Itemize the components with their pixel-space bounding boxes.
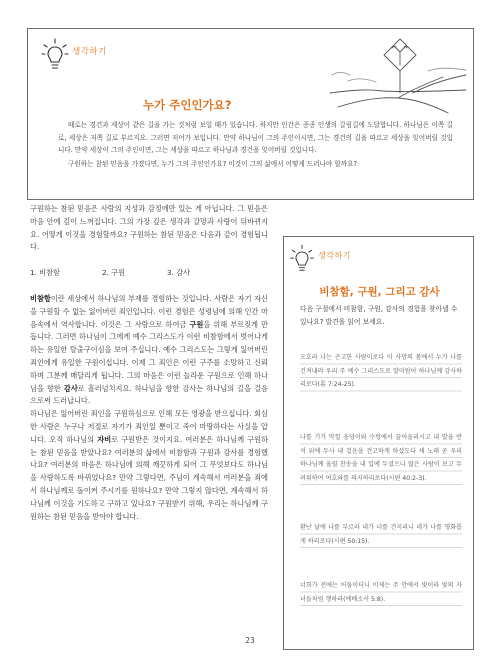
bold-term: 감사 xyxy=(63,383,78,393)
scripture-quote: 오호라 나는 곤고한 사람이로다 이 사망의 몸에서 누가 나를 건져내랴 우리 주 예수 그리스도로 말미암아 하나님께 감사하리로다(롬 7:24-25). xyxy=(300,351,462,392)
think-label: 생각하기 xyxy=(72,47,107,57)
paragraph: 때로는 경건과 세상이 같은 길을 가는 것처럼 보일 때가 있습니다. 하지만 인간은 종종 인생의 갈림길에 도달합니다. 하나님은 이쪽 길로, 세상은 저쪽 길로 부르지요. 그러면 저어가 보입니다. 만약 하나님이 그의 주인이시면, 그는 경건의 길을 따르고 세상을 잊어버릴 것입니다. 만약 세상이 그의 주인이면, 그는 세상을 따르고 하나님과 경건을 잊어버릴 것입니다. xyxy=(58,121,453,155)
bold-term: 구원 xyxy=(189,319,204,329)
list-item: 3. 감사 xyxy=(167,268,191,278)
bold-term: 자비 xyxy=(97,434,112,444)
page-number: 23 xyxy=(245,636,255,645)
scripture-quote: 환난 날에 나를 부르라 내가 너를 건지리니 네가 나를 영화롭게 하리로다(시편 50:15). xyxy=(300,521,462,548)
lightbulb-icon xyxy=(289,243,315,275)
paragraph: 구원하는 참된 믿음을 가졌다면, 누가 그의 주인인가요? 이것이 그의 삶에서 어떻게 드러나야 할까요? xyxy=(68,159,358,168)
box-intro: 다음 구절에서 비참함, 구원, 감사의 경험을 찾아낼 수 있나요? 발견을 읽어 보세요. xyxy=(300,305,458,326)
box-title: 비참함, 구원, 그리고 감사 xyxy=(319,286,440,298)
main-text xyxy=(30,203,268,523)
think-label: 생각하기 xyxy=(318,251,351,260)
box-title: 누가 주인인가요? xyxy=(143,98,232,112)
list-item: 1. 비참함 xyxy=(30,268,60,278)
scripture-quote: 나를 기가 막힐 웅덩이와 수렁에서 끌어올리시고 내 발을 반석 위에 두사 내 걸음을 견고하게 하셨도다 새 노래 곧 우리 하나님께 올릴 찬송을 내 입에 두셨으니 많은 사람이 보고 두려워하여 여호와를 의지하리로다(시편 40:2-3). xyxy=(300,431,462,485)
crossroads-illustration xyxy=(328,35,468,115)
paragraph: 구원하는 참된 믿음은 사람의 지성과 감정에만 있는 게 아닙니다. 그 믿음은 마음 안에 깊이 느껴집니다. 그의 가장 깊은 생각과 갈망과 사랑이 뒤바뀌지요. 어떻게 이것을 경험할까요? 구원하는 참된 믿음은 다음과 같이 경험됩니다. xyxy=(30,204,268,252)
list-item: 2. 구원 xyxy=(101,268,126,278)
steps-list xyxy=(30,267,268,280)
scripture-quote: 너희가 전에는 어둠이더니 이제는 주 안에서 빛이라 빛의 자녀들처럼 행하라(에베소서 5:8). xyxy=(300,579,462,606)
paragraph: 비참함이란 세상에서 하나님의 부재를 경험하는 것입니다. 사람은 자기 자신을 구원할 수 없는 잃어버린 죄인입니다. 이런 경험은 성령님에 의해 인간 마음속에서 역사합니다. 이것은 그 사람으로 하여금 구원을 위해 부르짖게 만듭니다. 그러면 하나님이 그에게 예수 그리스도가 이런 비참함에서 벗어나게 하는 유일한 탈출구이심을 보여 주십니다. 예수 그리스도는 그렇게 잃어버린 죄인에게 유일한 구원이십니다. 이제 그 죄인은 이런 구주를 소망하고 신뢰하며 그분께 매달리게 됩니다. 그의 마음은 이런 놀라운 구원으로 인해 하나님을 향한 감사로 흘러넘치지요. 하나님을 향한 감사는 하나님의 길을 걸음으로써 드러납니다. xyxy=(30,293,269,406)
box-body xyxy=(58,119,453,170)
bold-term: 비참함 xyxy=(30,293,51,303)
paragraph: 하나님은 잃어버린 죄인을 구원하심으로 인해 모든 영광을 받으십니다. 회심한 사람은 누구나 저절로 자기가 죄인일 뿐이고 죽어 마땅하다는 사실을 압니다. 오직 하나님의 자비로 구원받은 것이지요. 여러분은 하나님께 구원하는 참된 믿음을 받았나요? 여러분의 삶에서 비참함과 구원과 감사를 경험했나요? 여러분의 마음은 하나님에 의해 깨끗하게 되어 그 무엇보다도 하나님을 사랑하도록 바뀌었나요? 만약 그렇다면, 주님이 계속해서 여러분을 죄에서 하나님께로 돌이켜 주시기를 원하나요? 만약 그렇지 않다면, 계속해서 하나님께 이것을 기도하고 구하고 있나요? 구원받기 위해, 우리는 하나님께 구원하는 참된 믿음을 받아야 합니다. xyxy=(30,409,269,521)
lightbulb-icon xyxy=(40,37,70,73)
think-box-who-is-master xyxy=(27,28,474,200)
think-box-misery-salvation-gratitude xyxy=(283,236,474,650)
